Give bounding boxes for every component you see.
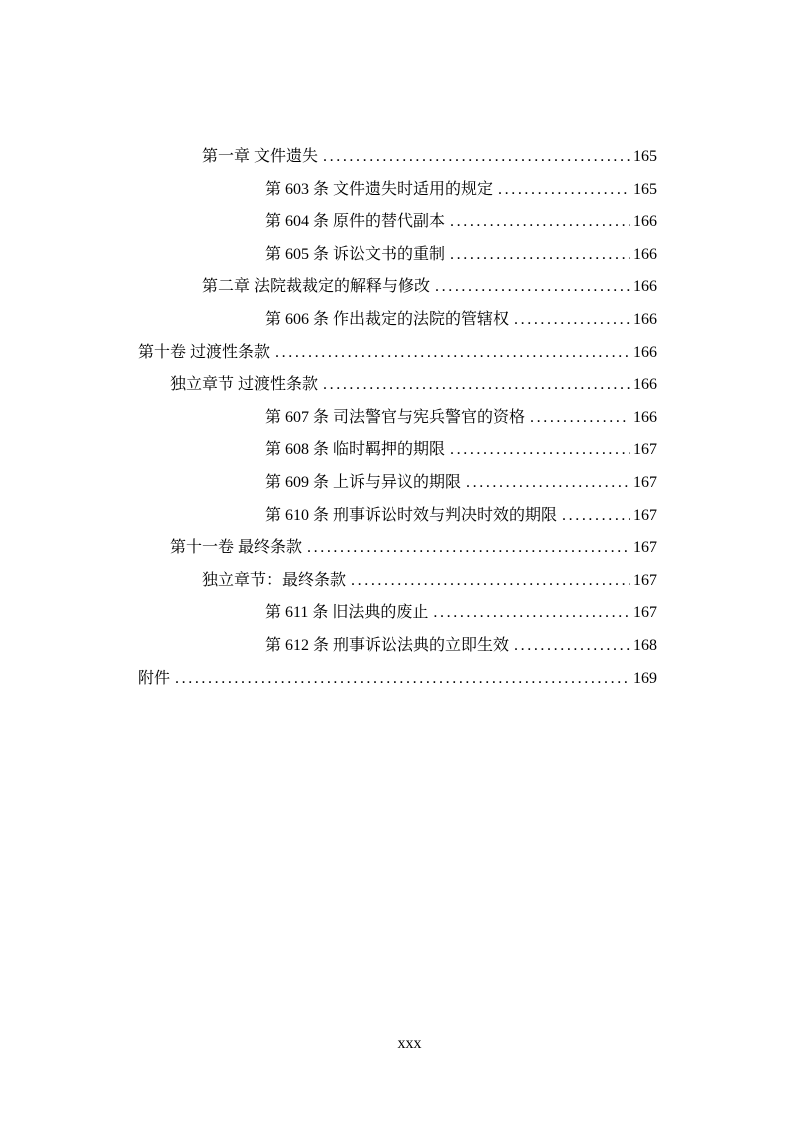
page-footer — [0, 1034, 793, 1054]
toc-entry-title: 第 612 条 刑事诉讼法典的立即生效 — [265, 636, 510, 654]
toc-entry-title: 第 609 条 上诉与异议的期限 — [265, 473, 462, 491]
toc-entry[interactable] — [138, 434, 657, 467]
toc-entry-page-number: 168 — [633, 636, 657, 654]
toc-entry-title: 第 611 条 旧法典的废止 — [265, 604, 429, 622]
toc-dot-leader — [514, 304, 630, 337]
toc-entry[interactable] — [138, 369, 657, 402]
toc-entry-title: 第 603 条 文件遗失时适用的规定 — [265, 180, 494, 198]
toc-entry-title: 第十一卷 最终条款 — [170, 539, 303, 557]
toc-entry-page-number: 167 — [633, 506, 657, 524]
toc-entry-title: 第二章 法院裁裁定的解释与修改 — [202, 278, 431, 296]
toc-entry-page-number: 169 — [633, 669, 657, 687]
toc-entry-title: 第 605 条 诉讼文书的重制 — [265, 245, 446, 263]
footer-page-number: xxx — [397, 1035, 422, 1052]
toc-dot-leader — [323, 369, 630, 402]
toc-dot-leader — [530, 402, 630, 435]
toc-entry-page-number: 167 — [633, 571, 657, 589]
table-of-contents — [138, 141, 657, 695]
toc-entry[interactable] — [138, 304, 657, 337]
toc-dot-leader — [450, 434, 630, 467]
toc-entry-title: 附件 — [138, 669, 171, 687]
toc-entry[interactable] — [138, 467, 657, 500]
toc-entry-page-number: 166 — [633, 278, 657, 296]
toc-entry-page-number: 167 — [633, 473, 657, 491]
toc-entry-page-number: 166 — [633, 245, 657, 263]
toc-entry-title: 第 607 条 司法警官与宪兵警官的资格 — [265, 408, 526, 426]
toc-entry-page-number: 167 — [633, 604, 657, 622]
toc-entry-page-number: 166 — [633, 310, 657, 328]
toc-entry-page-number: 165 — [633, 148, 657, 165]
toc-entry-title: 第十卷 过渡性条款 — [138, 343, 271, 361]
toc-entry[interactable] — [138, 532, 657, 565]
toc-dot-leader — [175, 663, 630, 696]
toc-entry[interactable] — [138, 597, 657, 630]
toc-entry-title: 第 604 条 原件的替代副本 — [265, 213, 446, 231]
toc-dot-leader — [435, 271, 630, 304]
toc-dot-leader — [433, 597, 630, 630]
toc-dot-leader — [514, 630, 630, 663]
toc-entry[interactable] — [138, 565, 657, 598]
toc-entry-title: 独立章节 过渡性条款 — [170, 376, 319, 394]
toc-entry-title: 独立章节：最终条款 — [202, 571, 347, 589]
toc-dot-leader — [562, 500, 630, 533]
toc-entry[interactable] — [138, 663, 657, 696]
toc-entry[interactable] — [138, 174, 657, 207]
toc-dot-leader — [323, 141, 630, 174]
toc-entry[interactable] — [138, 402, 657, 435]
toc-entry[interactable] — [138, 337, 657, 370]
toc-entry-title: 第 608 条 临时羁押的期限 — [265, 441, 446, 459]
toc-entry[interactable] — [138, 141, 657, 174]
toc-entry-title: 第一章 文件遗失 — [202, 148, 319, 165]
toc-entry[interactable] — [138, 271, 657, 304]
toc-entry[interactable] — [138, 630, 657, 663]
toc-dot-leader — [450, 206, 630, 239]
toc-dot-leader — [307, 532, 630, 565]
toc-entry-page-number: 166 — [633, 213, 657, 231]
toc-entry-page-number: 167 — [633, 441, 657, 459]
toc-entry-page-number: 165 — [633, 180, 657, 198]
toc-dot-leader — [498, 174, 630, 207]
toc-dot-leader — [450, 239, 630, 272]
toc-entry[interactable] — [138, 239, 657, 272]
toc-entry-title: 第 606 条 作出裁定的法院的管辖权 — [265, 310, 510, 328]
toc-dot-leader — [275, 337, 630, 370]
toc-dot-leader — [351, 565, 630, 598]
toc-entry-page-number: 166 — [633, 343, 657, 361]
toc-entry[interactable] — [138, 500, 657, 533]
toc-dot-leader — [466, 467, 630, 500]
toc-entry-page-number: 166 — [633, 376, 657, 394]
toc-entry[interactable] — [138, 206, 657, 239]
toc-entry-page-number: 166 — [633, 408, 657, 426]
toc-entry-page-number: 167 — [633, 539, 657, 557]
toc-entry-title: 第 610 条 刑事诉讼时效与判决时效的期限 — [265, 506, 558, 524]
